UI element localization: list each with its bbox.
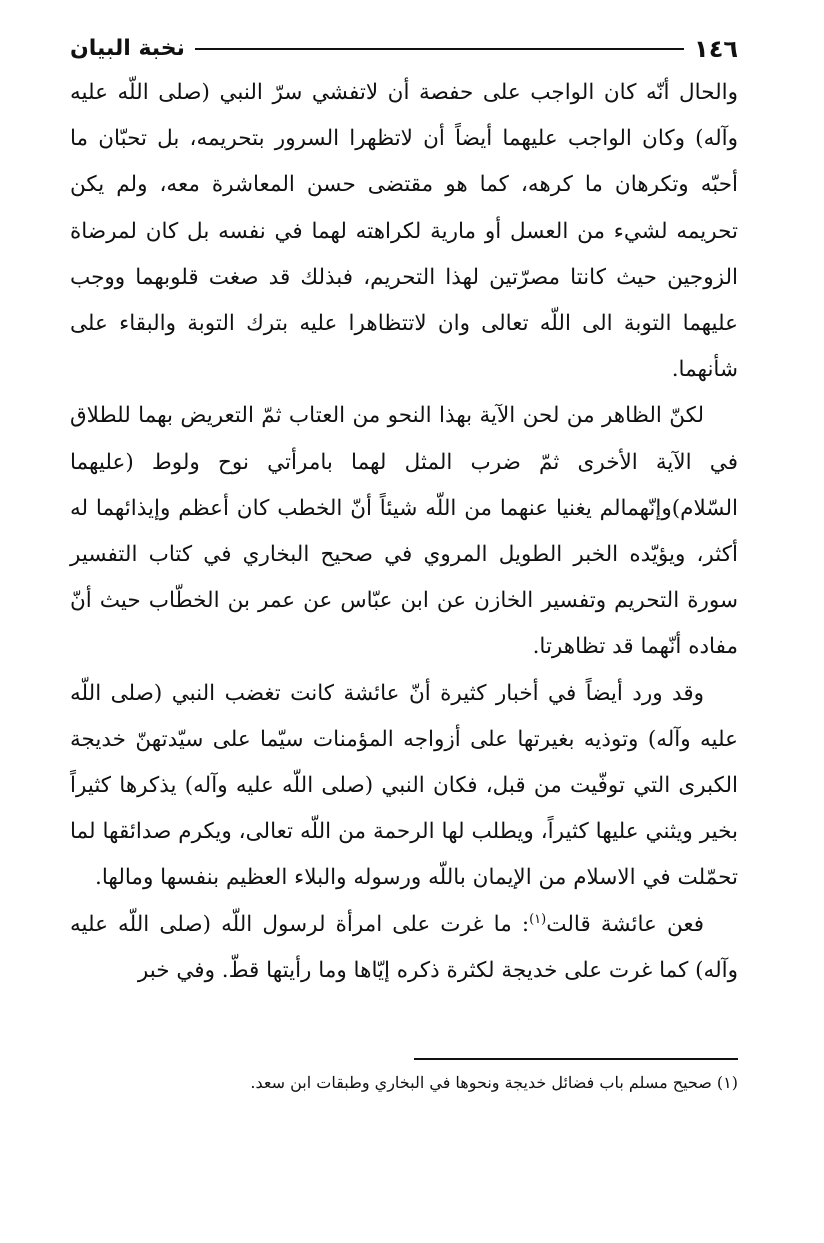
- page-header: [70, 34, 738, 64]
- paragraph-4-start: فعن عائشة قالت: [546, 911, 704, 937]
- page-number: ١٤٦: [694, 35, 738, 63]
- paragraph-4: [70, 902, 738, 994]
- footnote-rule: [414, 1058, 738, 1060]
- footnote-text: صحيح مسلم باب فضائل خديجة ونحوها في البخاري وطبقات ابن سعد.: [250, 1073, 712, 1092]
- body-text: [70, 70, 738, 994]
- paragraph-4-rest: : ما غرت على امرأة لرسول اللّه (صلى اللّه عليه وآله) كما غرت على خديجة لكثرة ذكره إيّاها وما رأيتها قطّ. وفي خبر: [70, 911, 738, 983]
- running-title: نخبة البيان: [70, 36, 185, 61]
- paragraph-1: والحال أنّه كان الواجب على حفصة أن لاتفشي سرّ النبي (صلى اللّه عليه وآله) وكان الواجب عليهما أيضاً أن لاتظهرا السرور بتحريمه، بل تحبّان ما أحبّه وتكرهان ما كرهه، كما هو مقتضى حسن المعاشرة معه، ولم يكن تحريمه لشيء من العسل أو مارية لكراهته لهما في نفسه بل كان لمرضاة الزوجين حيث كانتا مصرّتين لهذا التحريم، فبذلك قد صغت قلوبهما ووجب عليهما التوبة الى اللّه تعالى وان لاتتظاهرا عليه بترك التوبة والبقاء على شأنهما.: [70, 80, 738, 383]
- footnote-marker: (١): [716, 1073, 738, 1092]
- footnote-reference[interactable]: (١): [529, 911, 547, 927]
- paragraph-3: وقد ورد أيضاً في أخبار كثيرة أنّ عائشة كانت تغضب النبي (صلى اللّه عليه وآله) وتوذيه بغيرتها على أزواجه المؤمنات سيّما على سيّدتهنّ خديجة الكبرى التي توفّيت من قبل، فكان النبي (صلى اللّه عليه وآله) يذكرها كثيراً بخير ويثني عليها كثيراً، ويطلب لها الرحمة من اللّه تعالى، ويكرم صدائقها لما تحمّلت في الاسلام من الإيمان باللّه ورسوله والبلاء العظيم بنفسها ومالها.: [70, 680, 738, 891]
- header-rule: [195, 48, 684, 50]
- paragraph-2: لكنّ الظاهر من لحن الآية بهذا النحو من العتاب ثمّ التعريض بهما للطلاق في الآية الأخرى ثمّ ضرب المثل لهما بامرأتي نوح ولوط (عليهما السّلام)وإنّهمالم يغنيا عنهما من اللّه شيئاً أنّ الخطب كان أعظم وإيذائهما له أكثر، ويؤيّده الخبر الطويل المروي في صحيح البخاري في كتاب التفسير سورة التحريم وتفسير الخازن عن ابن عبّاس عن عمر بن الخطّاب حيث أنّ مفاده أنّهما قد تظاهرتا.: [70, 403, 738, 660]
- footnote: [70, 1066, 738, 1100]
